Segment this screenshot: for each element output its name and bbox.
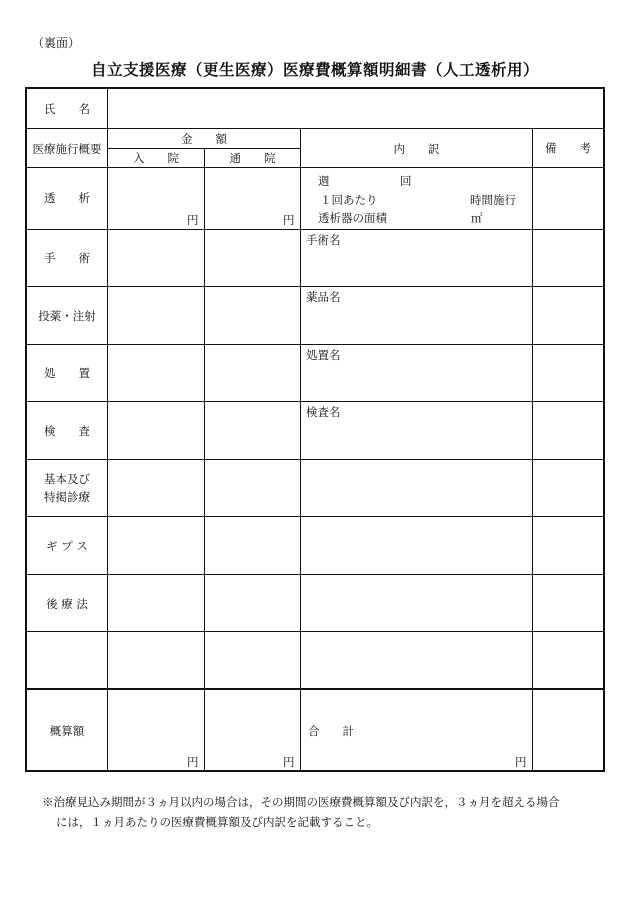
remarks-header: 備 考 xyxy=(545,141,591,155)
total-amount[interactable] xyxy=(301,690,532,770)
footnote xyxy=(42,792,602,832)
cast-inpatient-amount[interactable] xyxy=(108,517,204,574)
page-title: 自立支援医療（更生医療）医療費概算額明細書（人工透析用） xyxy=(90,60,539,79)
medication-outpatient-amount[interactable] xyxy=(205,287,300,344)
inpatient-header: 入 院 xyxy=(133,151,179,165)
basic-label-line2: 特掲診療 xyxy=(44,490,90,504)
basic-outpatient-amount[interactable] xyxy=(205,460,300,516)
name-field[interactable] xyxy=(108,89,603,128)
aftercare-outpatient-amount[interactable] xyxy=(205,575,300,631)
table-border-right xyxy=(603,87,605,772)
estimate-label: 概算額 xyxy=(49,724,85,738)
medication-label: 投薬・注射 xyxy=(38,309,96,323)
page-side-label: （裏面） xyxy=(32,36,81,50)
rule-below-name xyxy=(25,128,605,129)
treatment-name-label: 処置名 xyxy=(306,348,341,362)
medication-inpatient-amount[interactable] xyxy=(108,287,204,344)
dialyzer-area-label: 透析器の面積 xyxy=(318,211,387,225)
examination-name-label: 検査名 xyxy=(306,405,341,419)
estimate-inpatient-yen: 円 xyxy=(187,755,199,769)
dialyzer-area-unit: ㎡ xyxy=(471,211,483,225)
examination-inpatient-amount[interactable] xyxy=(108,402,204,459)
basic-label-line1: 基本及び xyxy=(44,472,90,486)
dialysis-outpatient-yen: 円 xyxy=(283,213,295,227)
surgery-label: 手 術 xyxy=(44,251,90,265)
examination-outpatient-amount[interactable] xyxy=(205,402,300,459)
breakdown-header: 内 訳 xyxy=(393,142,440,156)
blank-row[interactable] xyxy=(27,632,603,688)
surgery-name-label: 手術名 xyxy=(306,233,341,247)
footnote-line1: ※治療見込み期間が３ヵ月以内の場合は，その期間の医療費概算額及び内訳を，３ヵ月を超える場合 xyxy=(42,795,560,809)
cast-outpatient-amount[interactable] xyxy=(205,517,300,574)
name-label: 氏 名 xyxy=(44,102,90,116)
basic-inpatient-amount[interactable] xyxy=(108,460,204,516)
dialysis-times: 回 xyxy=(400,174,412,188)
estimate-outpatient-yen: 円 xyxy=(283,755,295,769)
treatment-inpatient-amount[interactable] xyxy=(108,345,204,401)
total-label: 合 計 xyxy=(308,724,354,738)
surgery-inpatient-amount[interactable] xyxy=(108,230,204,286)
dialysis-hours: 時間施行 xyxy=(470,193,516,207)
dialysis-per-session: １回あたり xyxy=(320,193,378,207)
aftercare-label: 後 療 法 xyxy=(46,597,88,611)
surgery-outpatient-amount[interactable] xyxy=(205,230,300,286)
medicine-name-label: 薬品名 xyxy=(306,290,341,304)
amount-header: 金 額 xyxy=(181,132,227,146)
total-yen: 円 xyxy=(515,755,527,769)
treatment-label: 処 置 xyxy=(44,366,90,380)
dialysis-label: 透 析 xyxy=(44,191,90,205)
overview-label: 医療施行概要 xyxy=(32,142,102,156)
examination-label: 検 査 xyxy=(44,424,90,438)
cast-label: ギ プ ス xyxy=(46,539,88,553)
aftercare-inpatient-amount[interactable] xyxy=(108,575,204,631)
dialysis-per-week: 週 xyxy=(318,174,330,188)
outpatient-header: 通 院 xyxy=(229,151,276,165)
treatment-outpatient-amount[interactable] xyxy=(205,345,300,401)
table-border-bottom xyxy=(25,770,605,772)
footnote-line2: には，１ヵ月あたりの医療費概算額及び内訳を記載すること。 xyxy=(56,815,378,829)
dialysis-inpatient-yen: 円 xyxy=(187,213,199,227)
